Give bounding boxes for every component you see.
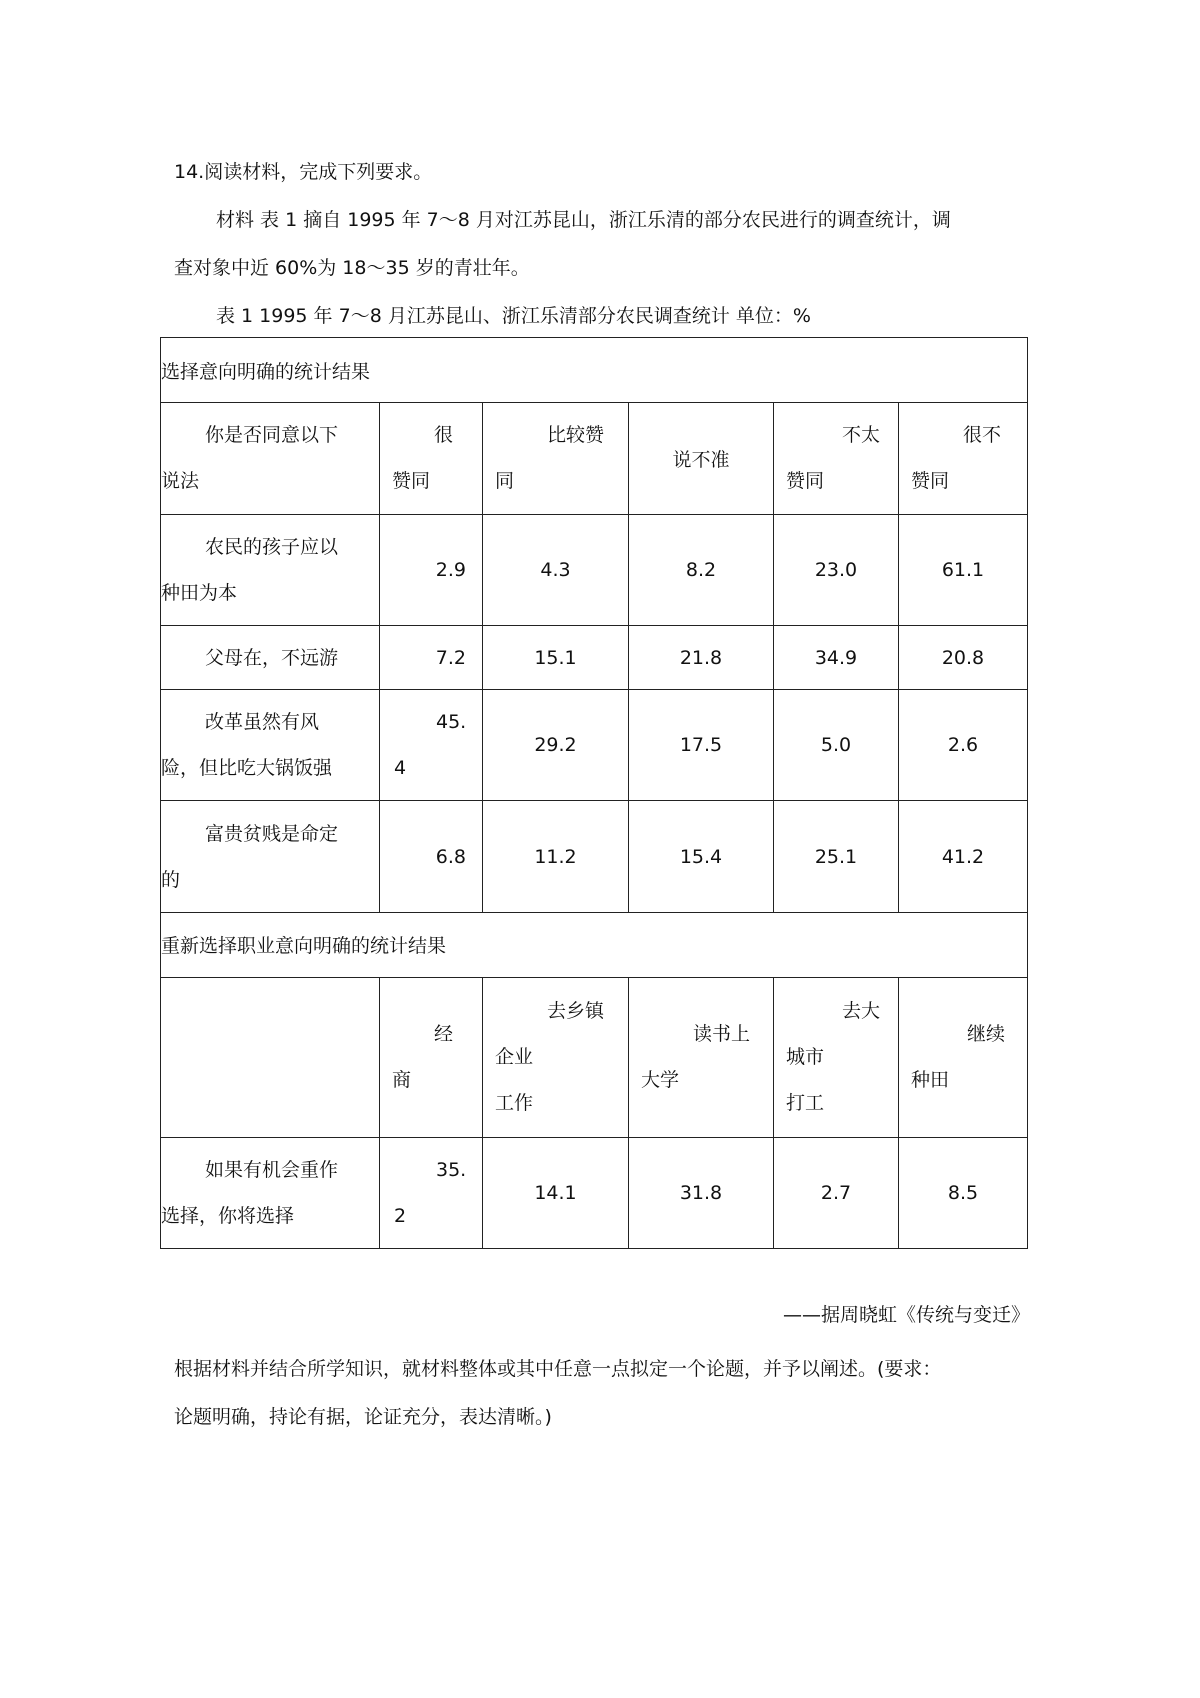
cell-value: 2.7 — [774, 1137, 899, 1248]
section-2-title: 重新选择职业意向明确的统计结果 — [161, 912, 1028, 977]
question-title: 14.阅读材料，完成下列要求。 — [174, 161, 433, 183]
header-unsure: 说不准 — [629, 403, 774, 514]
cell-value: 23.0 — [774, 514, 899, 625]
cell-value: 7.2 — [380, 625, 483, 689]
table-row — [161, 690, 1028, 801]
section-header-row — [161, 912, 1028, 977]
header-university: 读书上 大学 — [629, 978, 774, 1138]
table-row — [161, 1137, 1028, 1248]
header-question-cell: 你是否同意以下 说法 — [161, 403, 380, 514]
cell-value: 5.0 — [774, 690, 899, 801]
cell-value: 35. 2 — [380, 1137, 483, 1248]
source-citation: ——据周晓虹《传统与变迁》 — [782, 1304, 1030, 1326]
question-line-2: 论题明确，持论有据，论证充分，表达清晰。) — [174, 1406, 552, 1428]
material-paragraph — [174, 196, 1030, 292]
cell-value: 14.1 — [483, 1137, 629, 1248]
cell-value: 2.6 — [899, 690, 1028, 801]
cell-value: 17.5 — [629, 690, 774, 801]
table-row — [161, 514, 1028, 625]
cell-value: 4.3 — [483, 514, 629, 625]
cell-value: 11.2 — [483, 801, 629, 912]
cell-value: 29.2 — [483, 690, 629, 801]
section-1-title: 选择意向明确的统计结果 — [161, 338, 1028, 403]
material-line-1: 材料 表 1 摘自 1995 年 7～8 月对江苏昆山，浙江乐清的部分农民进行的调查统计，调 — [216, 209, 951, 231]
cell-value: 15.4 — [629, 801, 774, 912]
cell-value: 61.1 — [899, 514, 1028, 625]
header-city-work: 去大 城市 打工 — [774, 978, 899, 1138]
table-row — [161, 801, 1028, 912]
material-line-2: 查对象中近 60%为 18～35 岁的青壮年。 — [174, 257, 530, 279]
section-header-row — [161, 338, 1028, 403]
header-business: 经 商 — [380, 978, 483, 1138]
question-line-1: 根据材料并结合所学知识，就材料整体或其中任意一点拟定一个论题，并予以阐述。(要求： — [174, 1358, 942, 1380]
opinion-header-row — [161, 403, 1028, 514]
cell-value: 2.9 — [380, 514, 483, 625]
cell-value: 6.8 — [380, 801, 483, 912]
header-continue-farming: 继续 种田 — [899, 978, 1028, 1138]
cell-value: 31.8 — [629, 1137, 774, 1248]
question-prompt — [174, 1345, 1030, 1441]
cell-value: 15.1 — [483, 625, 629, 689]
cell-value: 45. 4 — [380, 690, 483, 801]
cell-value: 8.5 — [899, 1137, 1028, 1248]
row-question: 如果有机会重作 选择，你将选择 — [161, 1137, 380, 1248]
cell-value: 20.8 — [899, 625, 1028, 689]
row-question: 富贵贫贱是命定 的 — [161, 801, 380, 912]
cell-value: 41.2 — [899, 801, 1028, 912]
career-header-row — [161, 978, 1028, 1138]
row-question: 父母在，不远游 — [161, 625, 380, 689]
header-township-enterprise: 去乡镇 企业 工作 — [483, 978, 629, 1138]
table-caption: 表 1 1995 年 7～8 月江苏昆山、浙江乐清部分农民调查统计 单位：% — [216, 305, 811, 327]
cell-value: 21.8 — [629, 625, 774, 689]
cell-value: 8.2 — [629, 514, 774, 625]
header-empty-cell — [161, 978, 380, 1138]
header-strongly-disagree: 很不 赞同 — [899, 403, 1028, 514]
header-somewhat-agree: 比较赞 同 — [483, 403, 629, 514]
table-row — [161, 625, 1028, 689]
cell-value: 34.9 — [774, 625, 899, 689]
cell-value: 25.1 — [774, 801, 899, 912]
header-strongly-agree: 很 赞同 — [380, 403, 483, 514]
row-question: 农民的孩子应以 种田为本 — [161, 514, 380, 625]
row-question: 改革虽然有风 险，但比吃大锅饭强 — [161, 690, 380, 801]
header-not-really-agree: 不太 赞同 — [774, 403, 899, 514]
survey-table — [160, 337, 1028, 1249]
